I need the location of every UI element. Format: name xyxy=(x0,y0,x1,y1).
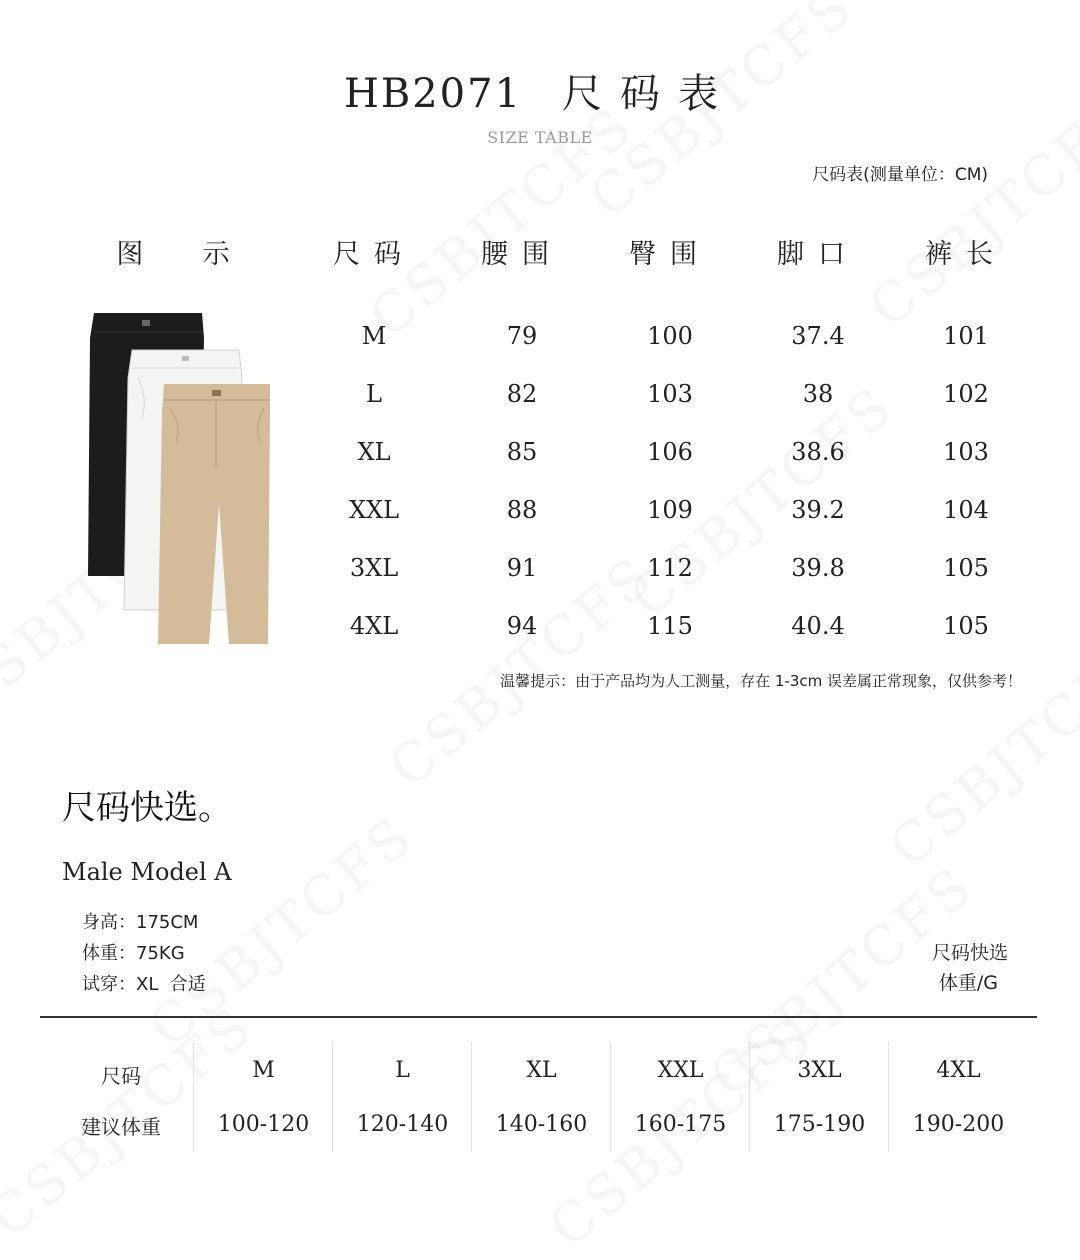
cell-waist: 85 xyxy=(506,438,538,466)
cell-hem: 39.2 xyxy=(791,496,845,524)
weight-unit-label: 体重/G xyxy=(938,972,998,994)
cell-waist: 79 xyxy=(506,322,538,350)
header-hem: 脚口 xyxy=(777,239,859,270)
cell-size: M xyxy=(361,322,387,350)
cell-hem: 37.4 xyxy=(791,322,845,350)
header-illustration: 图 示 xyxy=(116,239,244,270)
cell-waist: 88 xyxy=(506,496,538,524)
weight-cell: 100-120 xyxy=(217,1112,310,1137)
model-weight: 体重：75KG xyxy=(82,943,185,964)
divider xyxy=(40,1016,1037,1018)
header-size: 尺码 xyxy=(333,239,415,270)
cell-hip: 112 xyxy=(647,554,693,582)
product-code: HB2071 xyxy=(343,71,523,117)
cell-waist: 94 xyxy=(506,612,538,640)
cell-size: L xyxy=(366,380,382,408)
size-cell: 3XL xyxy=(797,1058,842,1083)
cell-hem: 40.4 xyxy=(791,612,845,640)
weight-cell: 190-200 xyxy=(912,1112,1005,1137)
header-length: 裤长 xyxy=(925,239,1007,270)
size-cell: 4XL xyxy=(936,1058,981,1083)
cell-hip: 106 xyxy=(647,438,693,466)
size-cell: XL xyxy=(526,1058,557,1083)
cell-hip: 103 xyxy=(647,380,693,408)
quick-select-title: 尺码快选。 xyxy=(62,788,232,828)
cell-hem: 38.6 xyxy=(791,438,845,466)
cell-length: 103 xyxy=(943,438,989,466)
header-waist: 腰围 xyxy=(481,239,563,270)
cell-size: 4XL xyxy=(349,612,399,640)
title-cn: 尺码表 xyxy=(562,71,737,117)
model-name: Male Model A xyxy=(62,858,232,886)
weight-row-label: 建议体重 xyxy=(81,1115,161,1139)
cell-length: 102 xyxy=(943,380,989,408)
size-cell: L xyxy=(395,1058,410,1083)
page-title xyxy=(0,62,1080,119)
cell-size: XL xyxy=(357,438,391,466)
weight-cell: 120-140 xyxy=(356,1112,449,1137)
size-cell: M xyxy=(252,1058,275,1083)
quick-select-label: 尺码快选 xyxy=(931,942,1008,964)
weight-cell: 160-175 xyxy=(634,1112,727,1137)
cell-waist: 82 xyxy=(506,380,538,408)
cell-hip: 109 xyxy=(647,496,693,524)
cell-hip: 100 xyxy=(647,322,693,350)
page-subtitle: SIZE TABLE xyxy=(487,128,593,147)
cell-hip: 115 xyxy=(647,612,693,640)
model-fit: 试穿：XL 合适 xyxy=(82,974,206,995)
measurement-tip: 温馨提示：由于产品均为人工测量，存在 1-3cm 误差属正常现象，仅供参考！ xyxy=(500,672,1022,690)
unit-note: 尺码表(测量单位：CM) xyxy=(812,165,988,185)
cell-length: 105 xyxy=(943,554,989,582)
weight-cell: 140-160 xyxy=(495,1112,588,1137)
cell-hem: 39.8 xyxy=(791,554,845,582)
cell-size: 3XL xyxy=(349,554,399,582)
pants-illustration xyxy=(84,308,284,653)
watermark xyxy=(878,623,1080,879)
cell-hem: 38 xyxy=(802,380,834,408)
cell-size: XXL xyxy=(348,496,400,524)
header-hip: 臀围 xyxy=(629,239,711,270)
cell-length: 105 xyxy=(943,612,989,640)
watermark xyxy=(858,83,1080,339)
cell-length: 101 xyxy=(943,322,989,350)
weight-cell: 175-190 xyxy=(773,1112,866,1137)
cell-length: 104 xyxy=(943,496,989,524)
size-cell: XXL xyxy=(657,1058,704,1083)
size-row-label: 尺码 xyxy=(101,1064,141,1088)
cell-waist: 91 xyxy=(506,554,538,582)
model-height: 身高：175CM xyxy=(82,912,199,933)
